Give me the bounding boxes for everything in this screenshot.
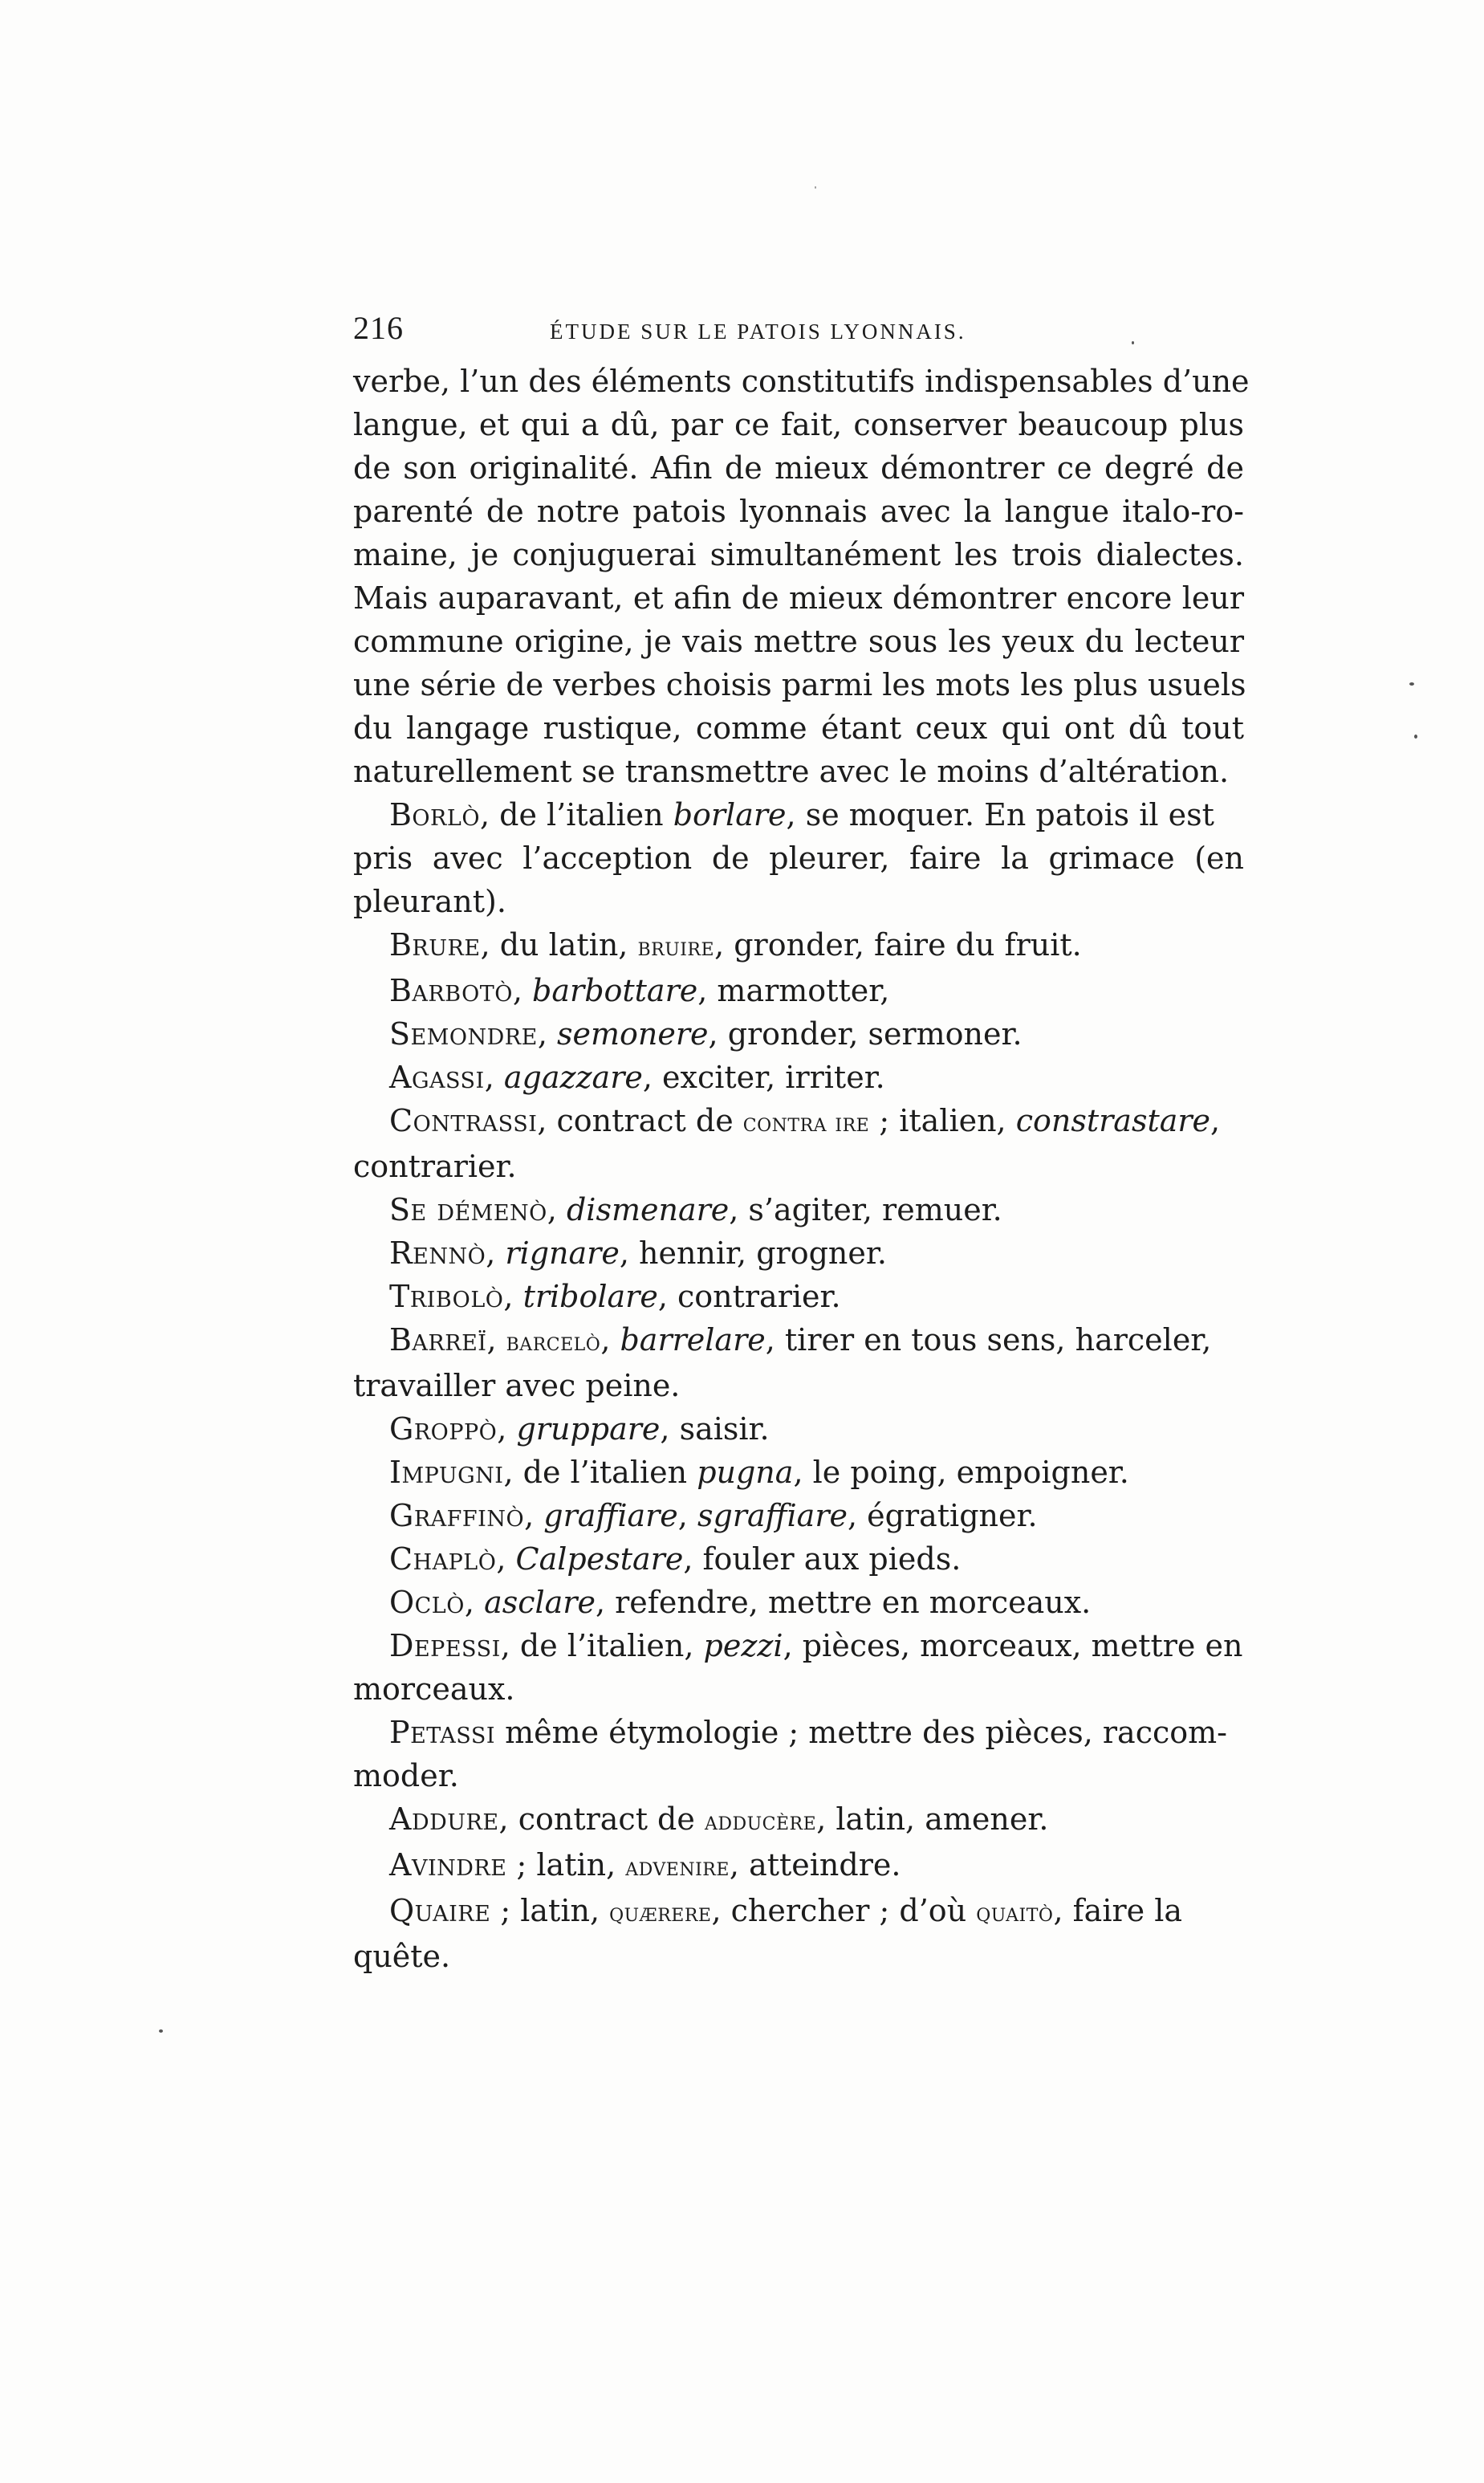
italian-word: pezzi [703, 1628, 783, 1663]
entry-groppo [353, 1407, 1244, 1451]
entry-oclo [353, 1581, 1244, 1624]
entry-text: , gronder, faire du fruit. [714, 927, 1082, 963]
entry-text: ; italien, [869, 1103, 1016, 1138]
entry-text: , latin, amener. [816, 1801, 1049, 1837]
entry-borlo [353, 793, 1244, 923]
headword: Rennò [389, 1235, 486, 1271]
entry-text: , exciter, irriter. [642, 1060, 885, 1095]
entry-continuation: quête. [353, 1939, 451, 1974]
headword: Oclò [389, 1585, 465, 1620]
entry-text: , contract de [498, 1801, 705, 1837]
headword: Groppò [389, 1411, 498, 1447]
entry-text: , [677, 1498, 697, 1533]
headword: Petassi [389, 1715, 495, 1750]
entry-barboto [353, 969, 1244, 1012]
headword: Agassi [389, 1060, 485, 1095]
page-number: 216 [353, 310, 404, 346]
entry-text: , marmotter, [697, 973, 890, 1008]
entry-text: , [486, 1322, 506, 1358]
italian-word: pugna [697, 1455, 794, 1490]
text-line: naturellement se transmettre avec le moins d’altération. [353, 754, 1230, 789]
text-line: verbe, l’un des éléments constitutifs indispensables d’une [353, 364, 1250, 399]
entry-text: , [512, 973, 533, 1008]
headword: Quaire [389, 1893, 491, 1928]
text-line: une série de verbes choisis parmi les mots les plus usuels [353, 667, 1246, 702]
entry-continuation: morceaux. [353, 1671, 515, 1707]
running-title: ÉTUDE SUR LE PATOIS LYONNAIS. [550, 320, 966, 344]
italian-word: semonere [557, 1016, 709, 1052]
headword: Se démenò [389, 1192, 547, 1227]
italian-word: Calpestare [515, 1541, 684, 1577]
entry-text: ; latin, [490, 1893, 610, 1928]
entry-text: , tirer en tous sens, harceler, [765, 1322, 1212, 1358]
entry-tribolo [353, 1275, 1244, 1318]
running-head [353, 309, 1244, 357]
entry-continuation: travailler avec peine. [353, 1368, 681, 1403]
entry-text: , contract de [537, 1103, 743, 1138]
entry-avindre [353, 1843, 1244, 1889]
entry-addure [353, 1797, 1244, 1843]
entry-text: ; latin, [506, 1847, 626, 1883]
text-line: commune origine, je vais mettre sous les yeux du lecteur [353, 624, 1244, 659]
entry-text: , pièces, morceaux, mettre en [783, 1628, 1243, 1663]
entry-continuation: moder. [353, 1758, 459, 1793]
intro-paragraph [353, 360, 1250, 793]
latin-word: contra ire [742, 1109, 870, 1138]
italian-word: agazzare [503, 1060, 643, 1095]
latin-word: quærere [609, 1899, 712, 1927]
patois-word: quaitò [976, 1899, 1054, 1927]
latin-word: advenire [625, 1853, 730, 1882]
headword: Addure [389, 1801, 499, 1837]
entry-barrei [353, 1318, 1244, 1407]
italian-word: barrelare [620, 1322, 766, 1358]
entry-text: , [484, 1060, 504, 1095]
italian-word: asclare [484, 1585, 596, 1620]
headword: Contrassi [389, 1103, 538, 1138]
italian-word: gruppare [516, 1411, 661, 1447]
entry-chaplo [353, 1537, 1244, 1581]
entry-brure [353, 923, 1244, 969]
entry-text: , atteindre. [729, 1847, 901, 1883]
entry-text: , [600, 1322, 620, 1358]
ink-speck [1132, 341, 1134, 344]
entry-text: , de l’italien, [500, 1628, 704, 1663]
text-line: Mais auparavant, et afin de mieux démontrer encore leur [353, 580, 1244, 616]
text-line: maine, je conjuguerai simultanément les trois dialectes. [353, 537, 1244, 572]
entry-text: , égratigner. [847, 1498, 1038, 1533]
text-line: langue, et qui a dû, par ce fait, conserver beaucoup plus [353, 407, 1244, 442]
headword: Brure [389, 927, 481, 963]
entry-renno [353, 1231, 1244, 1275]
entry-continuation: pris avec l’acception de pleurer, faire la grimace (en pleurant). [353, 841, 1244, 919]
entry-text: , contrarier. [657, 1279, 841, 1314]
entry-text: , de l’italien [479, 797, 673, 832]
headword: Graffinò [389, 1498, 525, 1533]
italian-word: graffiare [543, 1498, 678, 1533]
italian-word: dismenare [566, 1192, 730, 1227]
entry-petassi [353, 1711, 1244, 1797]
entry-graffino [353, 1494, 1244, 1537]
body-text [353, 360, 1250, 1978]
italian-word: barbottare [532, 973, 698, 1008]
italian-word: sgraffiare [697, 1498, 848, 1533]
ink-speck [1414, 735, 1417, 739]
entry-text: , [497, 1411, 517, 1447]
headword: Depessi [389, 1628, 501, 1663]
entry-text: , [547, 1192, 567, 1227]
ink-speck [1409, 682, 1414, 686]
entry-text: , [486, 1235, 506, 1271]
entry-text: même étymologie ; mettre des pièces, raccom- [495, 1715, 1228, 1750]
italian-word: rignare [505, 1235, 620, 1271]
entry-text: , saisir. [660, 1411, 770, 1447]
entry-contrassi [353, 1099, 1244, 1188]
entry-text: , [503, 1279, 523, 1314]
ink-speck [815, 186, 816, 189]
headword: Barbotò [389, 973, 513, 1008]
italian-word: tribolare [522, 1279, 658, 1314]
entry-text: , chercher ; d’où [711, 1893, 977, 1928]
entry-text: , fouler aux pieds. [683, 1541, 962, 1577]
entry-text: , [537, 1016, 558, 1052]
italian-word: constrastare [1015, 1103, 1211, 1138]
latin-word: bruire [637, 933, 715, 962]
text-line: parenté de notre patois lyonnais avec la langue italo-ro- [353, 494, 1244, 529]
entry-text: , [496, 1541, 516, 1577]
headword: Barreï [389, 1322, 487, 1358]
headword: Avindre [389, 1847, 507, 1883]
entry-text: , de l’italien [503, 1455, 697, 1490]
entry-impugni [353, 1451, 1244, 1494]
text-line: du langage rustique, comme étant ceux qui ont dû tout [353, 710, 1244, 746]
entry-text: , refendre, mettre en morceaux. [595, 1585, 1092, 1620]
entry-text: , le poing, empoigner. [793, 1455, 1129, 1490]
headword: Tribolò [389, 1279, 504, 1314]
text-line: de son originalité. Afin de mieux démontrer ce degré de [353, 450, 1244, 486]
entry-semondre [353, 1012, 1244, 1056]
entry-text: , du latin, [480, 927, 638, 963]
entry-text: , s’agiter, remuer. [729, 1192, 1002, 1227]
entry-quaire [353, 1889, 1244, 1978]
italian-word: borlare [673, 797, 787, 832]
entry-text: , gronder, sermoner. [708, 1016, 1023, 1052]
headword: Chaplò [389, 1541, 497, 1577]
entry-agassi [353, 1056, 1244, 1099]
entry-se-demeno [353, 1188, 1244, 1231]
headword: Impugni [389, 1455, 504, 1490]
headword: Borlò [389, 797, 480, 832]
headword: Semondre [389, 1016, 538, 1052]
entry-text: , faire la [1053, 1893, 1183, 1928]
entry-text: , hennir, grogner. [619, 1235, 887, 1271]
entry-text: , [464, 1585, 485, 1620]
entry-text: , [524, 1498, 544, 1533]
entry-depessi [353, 1624, 1244, 1711]
latin-word: adducère [704, 1807, 817, 1836]
entry-text: , [1210, 1103, 1221, 1138]
entry-text: , se moquer. En patois il est [786, 797, 1214, 832]
ink-speck [159, 2029, 163, 2033]
entry-continuation: contrarier. [353, 1149, 517, 1184]
latin-word: barcelò [506, 1328, 601, 1357]
